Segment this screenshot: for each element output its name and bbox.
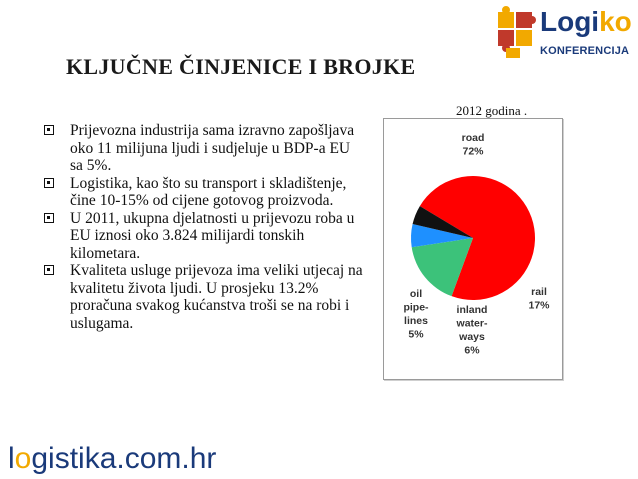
logo-wordmark: Logiko	[540, 6, 632, 37]
bullet-list	[24, 122, 364, 332]
logo-subtitle: KONFERENCIJA	[540, 45, 630, 57]
bullet-box-icon	[44, 178, 54, 188]
pie-chart	[384, 119, 562, 379]
pie-chart-frame	[383, 118, 563, 380]
footer-url: logistika.com.hr	[8, 442, 217, 475]
puzzle-icon	[494, 6, 544, 62]
bullet-box-icon	[44, 265, 54, 275]
chart-year-label: 2012 godina .	[456, 103, 528, 118]
pie-label-rail: rail 17%	[528, 286, 550, 312]
bullet-item: U 2011, ukupna djelatnosti u prijevozu roba u EU iznosi oko 3.824 milijardi tonskih kilometara.	[24, 210, 364, 263]
pie-label-oil: oil pipe-lines 5%	[403, 288, 429, 341]
bullet-box-icon	[44, 213, 54, 223]
bullet-item: Logistika, kao što su transport i skladištenje, čine 10-15% od cijene gotovog proizvoda.	[24, 175, 364, 210]
bullet-item: Kvaliteta usluge prijevoza ima veliki utjecaj na kvalitetu života ljudi. U prosjeku 13.2% proračuna svakog kućanstva troši se na robi i uslugama.	[24, 262, 364, 332]
pie-label-road: road 72%	[461, 132, 485, 158]
pie-label-inland: inland water-ways 6%	[456, 304, 488, 357]
page-title: KLJUČNE ČINJENICE I BROJKE	[66, 54, 416, 79]
bullet-item: Prijevozna industrija sama izravno zapošljava oko 11 milijuna ljudi i sudjeluje u BDP-a EU sa 5%.	[24, 122, 364, 175]
bullet-box-icon	[44, 125, 54, 135]
